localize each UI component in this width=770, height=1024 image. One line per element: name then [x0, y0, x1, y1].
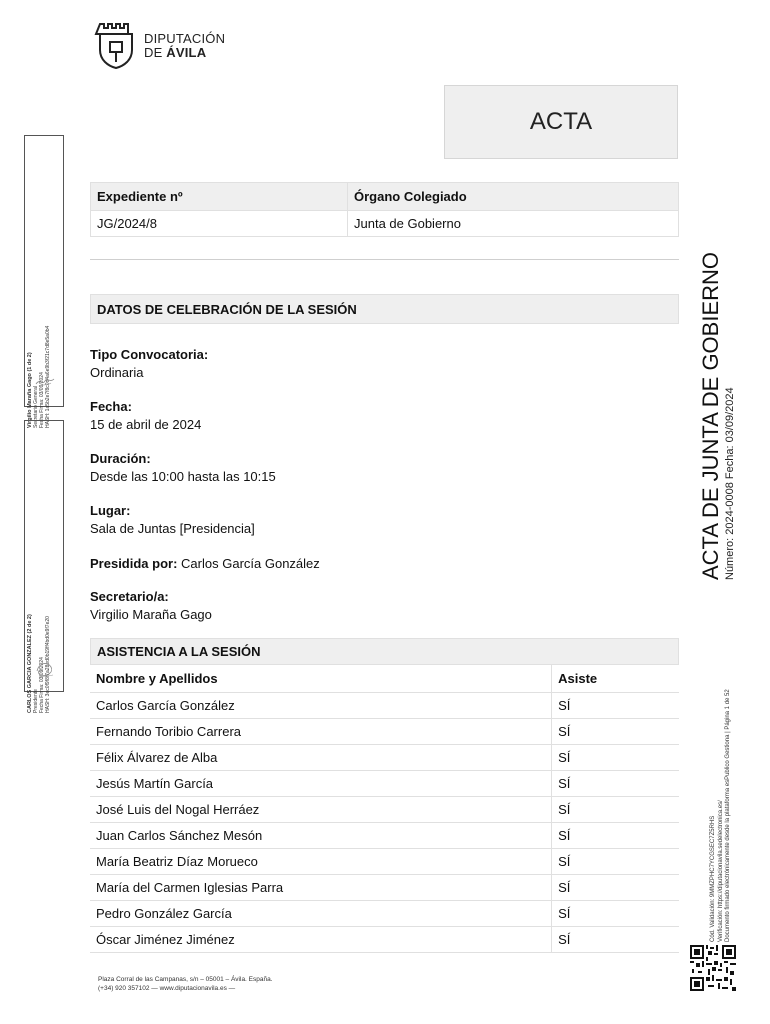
- field-tipo-convocatoria: [90, 346, 208, 382]
- attendance-status: SÍ: [552, 719, 679, 745]
- table-row: [90, 693, 679, 719]
- side-document-title: [698, 251, 748, 580]
- attendance-status: SÍ: [552, 875, 679, 901]
- field-label: Tipo Convocatoria:: [90, 347, 209, 362]
- attends-column-header: Asiste: [552, 665, 679, 693]
- organo-header: Órgano Colegiado: [348, 183, 679, 211]
- organo-value: Junta de Gobierno: [348, 211, 679, 237]
- field-value: Sala de Juntas [Presidencia]: [90, 521, 255, 536]
- table-row: [90, 901, 679, 927]
- attendance-status: SÍ: [552, 927, 679, 953]
- field-value: Carlos García González: [181, 556, 320, 571]
- org-line1: DIPUTACIÓN: [144, 31, 226, 46]
- field-label: Duración:: [90, 451, 151, 466]
- field-value: Desde las 10:00 hasta las 10:15: [90, 469, 276, 484]
- attendee-name: María del Carmen Iglesias Parra: [90, 875, 552, 901]
- table-row: [90, 745, 679, 771]
- org-name: [144, 32, 225, 60]
- field-value: Virgilio Maraña Gago: [90, 607, 212, 622]
- attendee-name: Juan Carlos Sánchez Mesón: [90, 823, 552, 849]
- attendee-name: Fernando Toribio Carrera: [90, 719, 552, 745]
- field-label: Presidida por:: [90, 556, 178, 571]
- validation-line2: Verificación: https://diputacionavila.sedelectronica.es/: [717, 800, 724, 942]
- logo: [96, 20, 225, 72]
- divider: [90, 259, 679, 260]
- expediente-table: [90, 182, 679, 237]
- validation-line1: Cód. Validación: 9MMZPHC7YCGSEC7Z5RHS: [710, 815, 716, 942]
- side-title-main: ACTA DE JUNTA DE GOBIERNO: [698, 251, 723, 580]
- attendance-status: SÍ: [552, 745, 679, 771]
- table-header-row: [91, 183, 679, 211]
- doc-type-box: ACTA: [444, 85, 678, 159]
- signature-info-2: CARLOS GARCIA GONZALEZ (2 de 2) Presidente Fecha Firma: 03/09/2024 HASH: 3ec0f9f8f7a28ed0b19ff4bd0e9f7e20: [27, 614, 51, 713]
- attendee-name: María Beatriz Díaz Morueco: [90, 849, 552, 875]
- section-heading-datos: DATOS DE CELEBRACIÓN DE LA SESIÓN: [90, 294, 679, 324]
- table-row: [90, 771, 679, 797]
- section-heading-asistencia: ASISTENCIA A LA SESIÓN: [90, 638, 679, 665]
- attendee-name: Pedro González García: [90, 901, 552, 927]
- qr-code-icon[interactable]: [690, 945, 736, 991]
- org-line2: DE ÁVILA: [144, 45, 207, 60]
- expediente-value: JG/2024/8: [91, 211, 348, 237]
- signature-panel-1: [24, 135, 64, 428]
- table-row: [90, 927, 679, 953]
- validation-info: [710, 622, 740, 942]
- field-secretario: [90, 588, 212, 624]
- table-row: [90, 823, 679, 849]
- table-row: [90, 719, 679, 745]
- field-value: 15 de abril de 2024: [90, 417, 202, 432]
- attendance-status: SÍ: [552, 693, 679, 719]
- signature-panel-2: [24, 420, 64, 713]
- attendance-status: SÍ: [552, 849, 679, 875]
- side-title-sub: Número: 2024-0008 Fecha: 03/09/2024: [724, 387, 736, 580]
- attendance-status: SÍ: [552, 771, 679, 797]
- attendance-table: [90, 665, 679, 953]
- handwritten-signature-icon: [33, 368, 57, 392]
- attendee-name: Félix Álvarez de Alba: [90, 745, 552, 771]
- attendance-status: SÍ: [552, 797, 679, 823]
- table-row: [90, 797, 679, 823]
- coat-of-arms-icon: [96, 20, 136, 72]
- attendee-name: Carlos García González: [90, 693, 552, 719]
- expediente-header: Expediente nº: [91, 183, 348, 211]
- footer-line1: Plaza Corral de las Campanas, s/n – 05001 – Ávila. España.: [98, 976, 273, 983]
- attendee-name: Óscar Jiménez Jiménez: [90, 927, 552, 953]
- table-row: [90, 875, 679, 901]
- name-column-header: Nombre y Apellidos: [90, 665, 552, 693]
- field-lugar: [90, 502, 255, 538]
- signature-info-1: Virgilio Maraña Gago (1 de 2) Secretario General Fecha Firma: 03/09/2024 HASH: 1a5b2e7f8c0d4a6e9b3f21c7d8e5a0b4: [27, 325, 51, 428]
- attendee-name: Jesús Martín García: [90, 771, 552, 797]
- field-value: Ordinaria: [90, 365, 144, 380]
- attendance-status: SÍ: [552, 823, 679, 849]
- field-duracion: [90, 450, 276, 486]
- table-header-row: [90, 665, 679, 693]
- field-label: Fecha:: [90, 399, 132, 414]
- footer-line2: (+34) 920 357102 — www.diputacionavila.es —: [98, 985, 236, 992]
- attendee-name: José Luis del Nogal Herráez: [90, 797, 552, 823]
- handwritten-signature-icon: [33, 657, 57, 681]
- attendance-status: SÍ: [552, 901, 679, 927]
- table-row: [90, 849, 679, 875]
- field-fecha: [90, 398, 201, 434]
- field-label: Secretario/a:: [90, 589, 169, 604]
- validation-line3: Documento firmado electrónicamente desde la plataforma esPublico Gestiona | Página 1 de 52: [725, 689, 731, 942]
- table-row: [91, 211, 679, 237]
- footer-address: [98, 975, 273, 993]
- field-presidida: [90, 555, 320, 573]
- field-label: Lugar:: [90, 503, 131, 518]
